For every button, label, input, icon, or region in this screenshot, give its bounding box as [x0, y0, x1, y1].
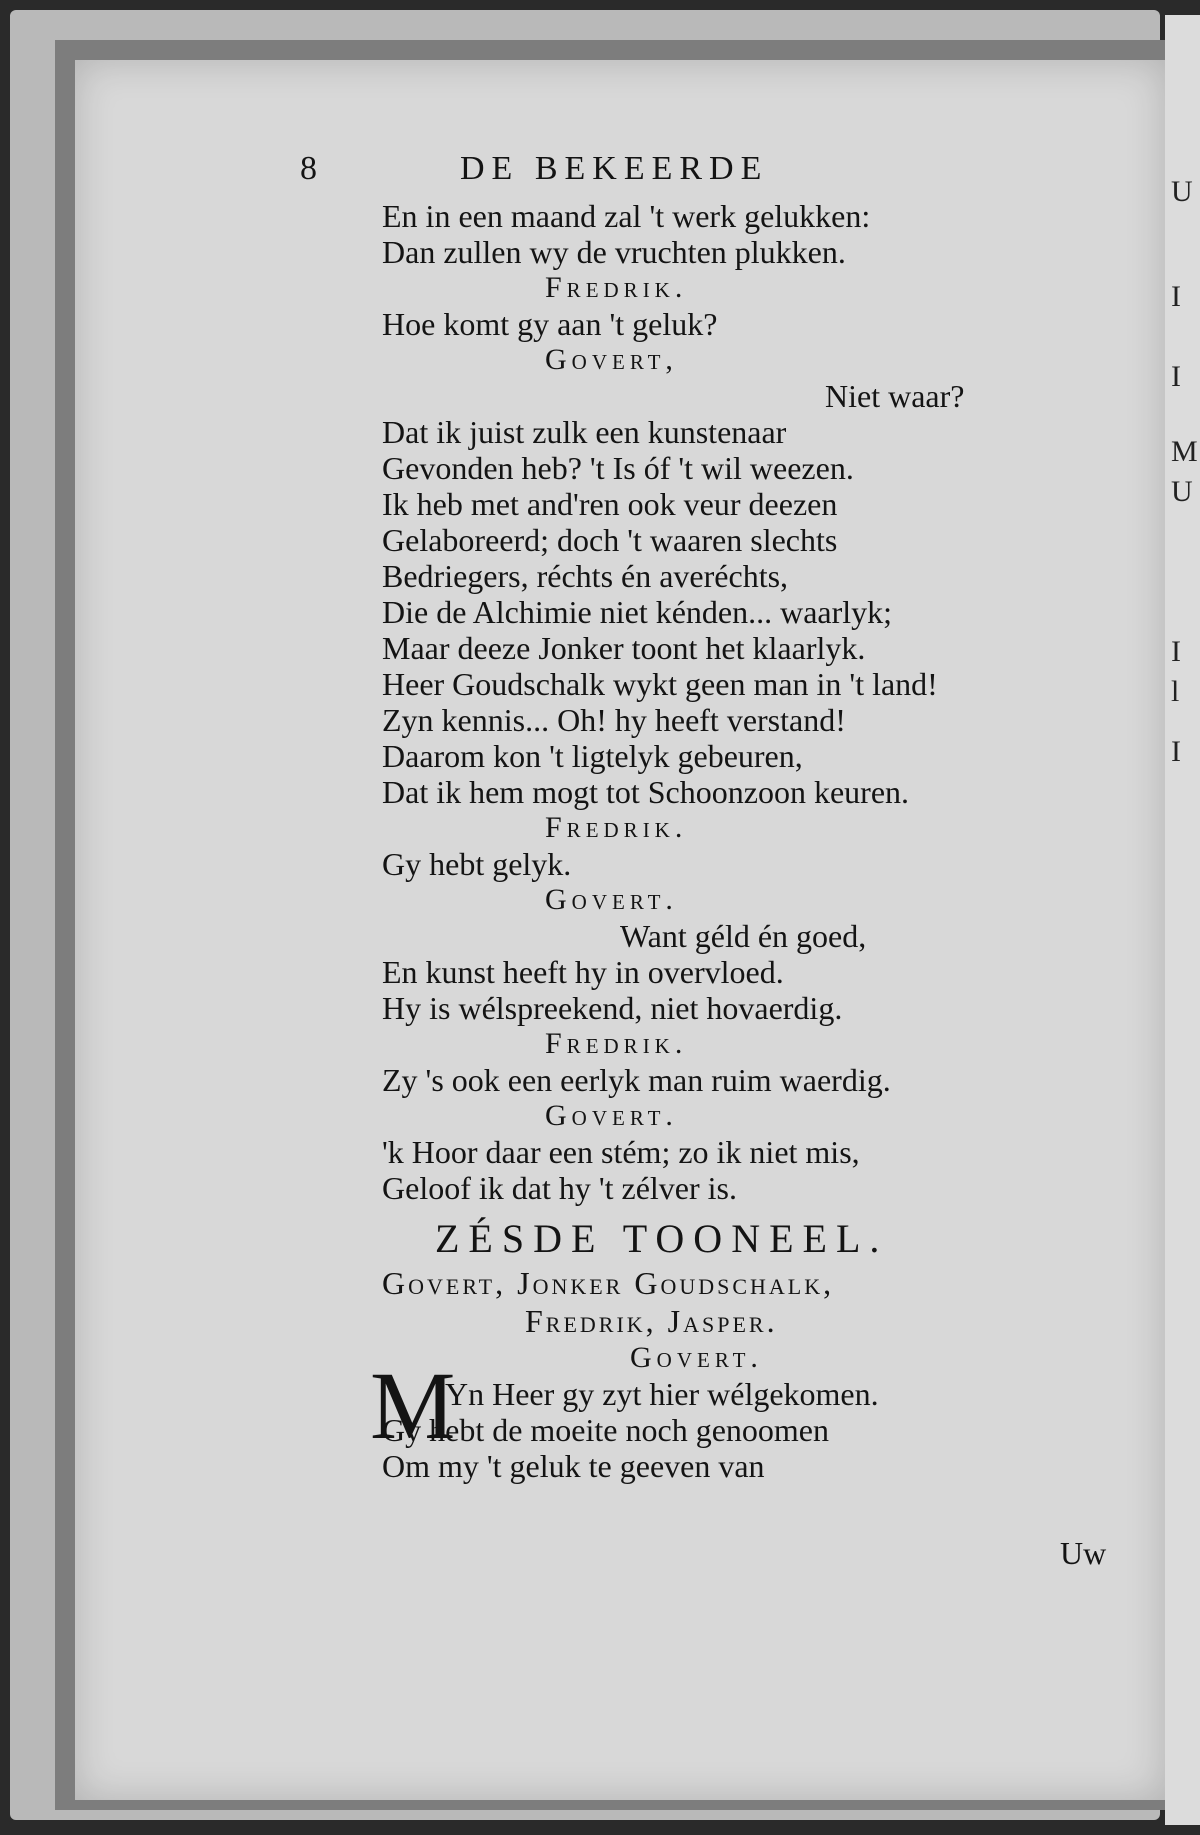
verse-line: Om my 't geluk te geeven van	[382, 1448, 765, 1484]
verse-line: Zy 's ook een eerlyk man ruim waerdig.	[382, 1062, 891, 1098]
verse-line: Geloof ik dat hy 't zélver is.	[382, 1170, 737, 1206]
edge-letter: I	[1171, 635, 1181, 668]
drop-capital: M	[370, 1352, 456, 1459]
verse-line: Gevonden heb? 't Is óf 't wil weezen.	[382, 450, 854, 486]
speaker-name: Fredrik.	[545, 1027, 688, 1060]
verse-line: Heer Goudschalk wykt geen man in 't land!	[382, 666, 938, 702]
verse-line: Dan zullen wy de vruchten plukken.	[382, 234, 846, 270]
verse-line: Dat ik hem mogt tot Schoonzoon keuren.	[382, 774, 910, 810]
verse-line: Zyn kennis... Oh! hy heeft verstand!	[382, 702, 846, 738]
cast-line: Fredrik, Jasper.	[525, 1303, 778, 1339]
edge-letter: I	[1171, 360, 1181, 393]
verse-line: Daarom kon 't ligtelyk gebeuren,	[382, 738, 803, 774]
speaker-name: Govert,	[545, 343, 678, 376]
edge-letter: M	[1171, 435, 1198, 468]
verse-line: Want géld én goed,	[620, 918, 867, 954]
verse-line: Dat ik juist zulk een kunstenaar	[382, 414, 787, 450]
verse-line: En in een maand zal 't werk gelukken:	[382, 198, 871, 234]
scene-heading: ZÉSDE TOONEEL.	[435, 1216, 889, 1261]
verse-line: Hy is wélspreekend, niet hovaerdig.	[382, 990, 843, 1026]
speaker-name: Fredrik.	[545, 271, 688, 304]
dialogue-lines	[300, 198, 1100, 1206]
verse-line: Die de Alchimie niet kénden... waarlyk;	[382, 594, 893, 630]
page-text	[300, 150, 1100, 1484]
facing-page-edge	[1165, 15, 1200, 1825]
verse-line: 'k Hoor daar een stém; zo ik niet mis,	[382, 1134, 860, 1170]
verse-line: Gelaboreerd; doch 't waaren slechts	[382, 522, 838, 558]
opening-speech	[300, 1340, 1100, 1484]
cast-line: Govert, Jonker Goudschalk,	[382, 1265, 835, 1301]
verse-line: Maar deeze Jonker toont het klaarlyk.	[382, 630, 866, 666]
page-number: 8	[300, 150, 317, 187]
running-title: DE BEKEERDE	[460, 150, 769, 187]
verse-line: Hoe komt gy aan 't geluk?	[382, 306, 718, 342]
verse-line: Gy hebt gelyk.	[382, 846, 572, 882]
verse-line: Niet waar?	[825, 378, 965, 414]
verse-line: En kunst heeft hy in overvloed.	[382, 954, 784, 990]
page-header	[300, 150, 1100, 198]
verse-line: Gy hebt de moeite noch genoomen	[382, 1412, 829, 1448]
edge-letter: I	[1171, 280, 1181, 313]
speaker-name: Govert.	[630, 1341, 763, 1374]
catchword: Uw	[1060, 1535, 1107, 1571]
speaker-name: Govert.	[545, 1099, 678, 1132]
speaker-name: Govert.	[545, 883, 678, 916]
verse-line: Bedriegers, réchts én averéchts,	[382, 558, 789, 594]
edge-letter: U	[1171, 475, 1193, 508]
verse-line: Yn Heer gy zyt hier wélgekomen.	[445, 1376, 879, 1412]
edge-letter: l	[1171, 675, 1180, 708]
edge-letter: I	[1171, 735, 1181, 768]
verse-line: Ik heb met and'ren ook veur deezen	[382, 486, 838, 522]
edge-letter: U	[1171, 175, 1193, 208]
speaker-name: Fredrik.	[545, 811, 688, 844]
